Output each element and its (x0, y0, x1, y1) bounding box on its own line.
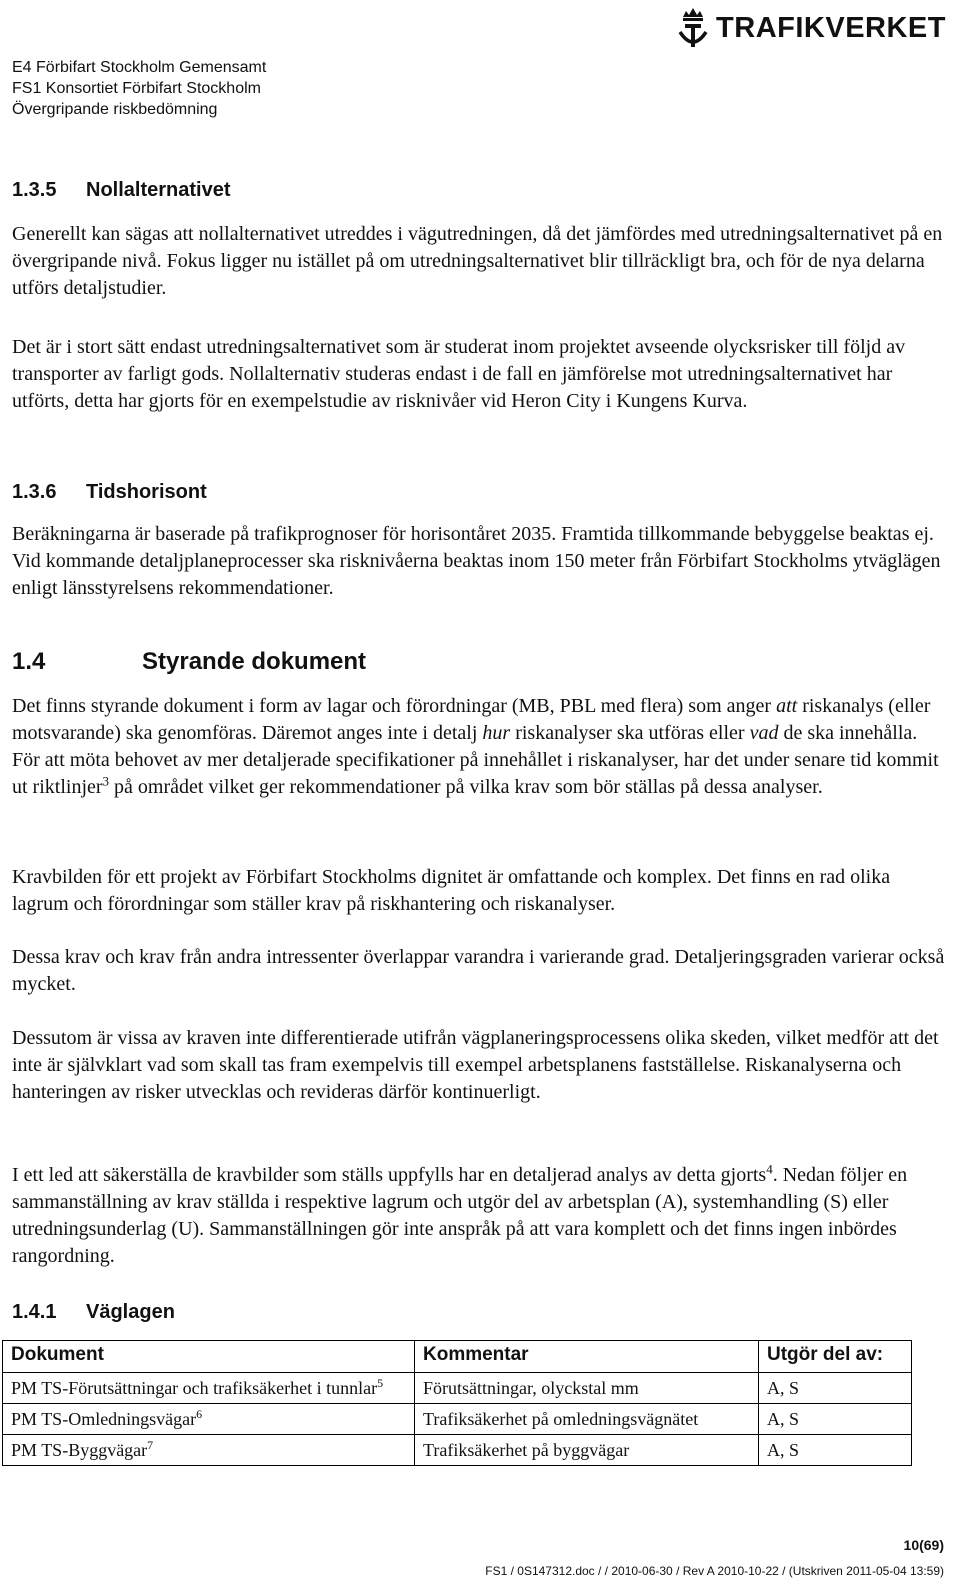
section-heading-1-3-6 (12, 481, 207, 504)
paragraph: Generellt kan sägas att nollalternativet utreddes i vägutredningen, då det jämfördes med utredningsalternativet på en övergripande nivå. Fokus ligger nu istället på om utredningsalternativet blir tillräckligt bra, och för de nya delarna utförs detaljstudier. (12, 223, 943, 299)
section-number: 1.4 (12, 648, 46, 675)
cell-document: PM TS-Byggvägar$^7$ (3, 1435, 415, 1466)
requirements-table (2, 1340, 912, 1466)
paragraph: Dessutom är vissa av kraven inte differentierade utifrån vägplaneringsprocessens olika skeden, vilket medför att det inte är självklart vad som skall tas fram exempelvis till exempel arbetsplanens fastställelse. Riskanalyserna och hanteringen av risker utvecklas och revideras därför kontinuerligt. (12, 1027, 939, 1103)
table-header-row (3, 1341, 912, 1373)
paragraph: I ett led att säkerställa de kravbilder som ställs uppfylls har en detaljerad analys av detta gjorts$^4$. Nedan följer en sammanställning av krav ställda i respektive lagrum och utgör del av arbetsplan (A), systemhandling (S) eller utredningsunderlag (U). Sammanställningen gör inte anspråk på att vara komplett och det finns ingen inbördes rangordning. (12, 1161, 908, 1267)
section-heading-1-4 (12, 648, 366, 676)
section-title: Väglagen (86, 1301, 175, 1323)
section-title: Nollalternativet (86, 179, 231, 201)
header-consortium: FS1 Konsortiet Förbifart Stockholm (12, 80, 261, 97)
header-document-title: Övergripande riskbedömning (12, 101, 218, 118)
cell-document: PM TS-Omledningsvägar$^6$ (3, 1404, 415, 1435)
cell-comment: Trafiksäkerhet på omledningsvägnätet (415, 1404, 759, 1435)
footnote-ref[interactable]: 3 (102, 773, 110, 789)
column-header-document: Dokument (3, 1341, 415, 1373)
cell-document: PM TS-Förutsättningar och trafiksäkerhet i tunnlar$^5$ (3, 1373, 415, 1404)
header-project: E4 Förbifart Stockholm Gemensamt (12, 59, 267, 76)
paragraph: Det finns styrande dokument i form av lagar och förordningar (MB, PBL med flera) som anger att riskanalys (eller motsvarande) ska genomföras. Däremot anges inte i detalj hur riskanalyser ska utföras eller vad de ska innehålla. För att möta behovet av mer detaljerade specifikationer på innehållet i riskanalyser, har det under senare tid kommit ut riktlinjer$^3$ på området vilket ger rekommendationer på vilka krav som bör ställas på dessa analyser. (12, 695, 939, 798)
section-title: Tidshorisont (86, 481, 207, 503)
column-header-part-of: Utgör del av: (759, 1341, 912, 1373)
footnote-ref[interactable]: 4 (766, 1161, 773, 1177)
table-row (3, 1435, 912, 1466)
section-number: 1.3.5 (12, 179, 57, 201)
footnote-ref[interactable]: 7 (147, 1438, 154, 1452)
section-number: 1.3.6 (12, 481, 57, 503)
document-info-footer: FS1 / 0S147312.doc / / 2010-06-30 / Rev A 2010-10-22 / (Utskriven 2011-05-04 13:59) (485, 1564, 944, 1578)
section-heading-1-3-5 (12, 179, 230, 202)
page-number: 10(69) (903, 1537, 944, 1553)
cell-comment: Förutsättningar, olyckstal mm (415, 1373, 759, 1404)
table-row (3, 1373, 912, 1404)
column-header-comment: Kommentar (415, 1341, 759, 1373)
crown-emblem-icon (676, 5, 710, 51)
cell-part-of: A, S (759, 1435, 912, 1466)
paragraph: Dessa krav och krav från andra intressenter överlappar varandra i varierande grad. Detaljeringsgraden varierar också mycket. (12, 946, 945, 995)
trafikverket-logo (676, 4, 946, 52)
section-number: 1.4.1 (12, 1301, 57, 1323)
paragraph: Beräkningarna är baserade på trafikprognoser för horisontåret 2035. Framtida tillkommande bebyggelse beaktas ej. Vid kommande detaljplaneprocesser ska risknivåerna beaktas inom 150 meter från Förbifart Stockholms ytväglägen enligt länsstyrelsens rekommendationer. (12, 523, 941, 599)
cell-comment: Trafiksäkerhet på byggvägar (415, 1435, 759, 1466)
section-title: Styrande dokument (142, 648, 367, 675)
table-row (3, 1404, 912, 1435)
cell-part-of: A, S (759, 1373, 912, 1404)
paragraph: Det är i stort sätt endast utredningsalternativet som är studerat inom projektet avseende olycksrisker till följd av transporter av farligt gods. Nollalternativ studeras endast i de fall en jämförelse mot utredningsalternativet har utförts, detta har gjorts för en exempelstudie av risknivåer vid Heron City i Kungens Kurva. (12, 336, 906, 412)
footnote-ref[interactable]: 6 (196, 1407, 203, 1421)
paragraph: Kravbilden för ett projekt av Förbifart Stockholms dignitet är omfattande och komplex. Det finns en rad olika lagrum och förordningar som ställer krav på riskhantering och riskanalyser. (12, 866, 891, 915)
section-heading-1-4-1 (12, 1301, 175, 1324)
logo-wordmark: TRAFIKVERKET (716, 11, 946, 44)
footnote-ref[interactable]: 5 (377, 1376, 384, 1390)
cell-part-of: A, S (759, 1404, 912, 1435)
